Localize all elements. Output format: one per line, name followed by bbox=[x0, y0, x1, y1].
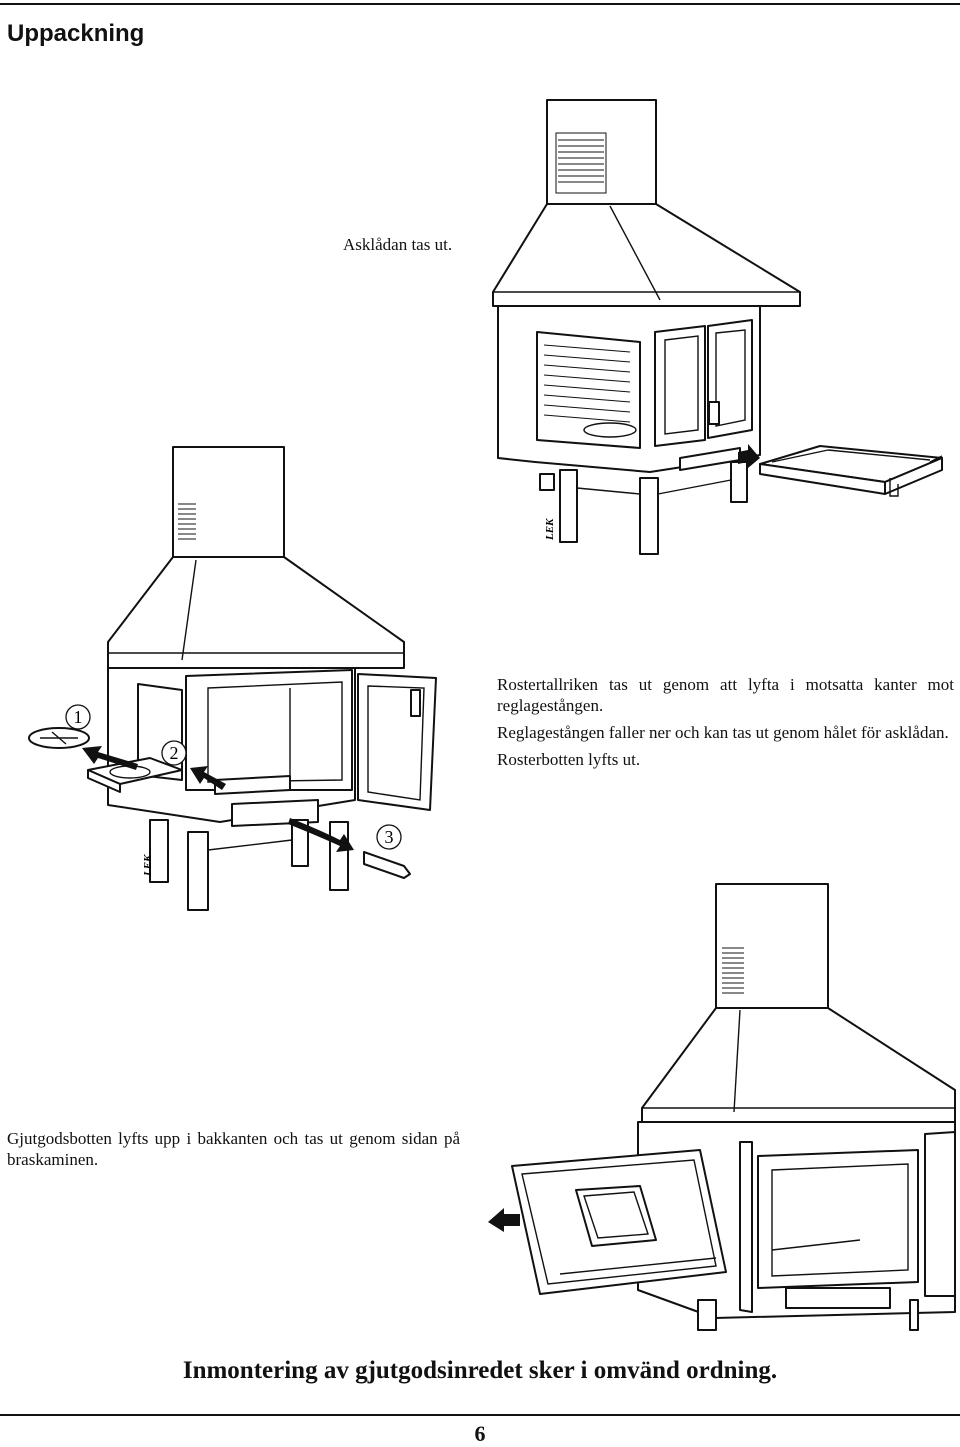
step2-paragraph-2: Reglagestången faller ner och kan tas ut genom hålet för asklådan. bbox=[497, 723, 949, 742]
leg-1b bbox=[640, 478, 658, 554]
arrow-left-icon bbox=[488, 1208, 520, 1232]
step2-paragraph-3: Rosterbotten lyfts ut. bbox=[497, 750, 641, 769]
leg-1a bbox=[560, 470, 577, 542]
ash-slot-3 bbox=[786, 1288, 890, 1308]
leg-2b bbox=[188, 832, 208, 910]
page-title: Uppackning bbox=[7, 20, 145, 47]
callout-1-label: 1 bbox=[73, 707, 83, 727]
regulation-bar bbox=[364, 852, 410, 878]
callout-3-label: 3 bbox=[384, 827, 394, 847]
firebox-window-left bbox=[537, 332, 640, 448]
brand-mark-1: LEK bbox=[544, 518, 556, 540]
step3-caption: Gjutgodsbotten lyfts upp i bakkanten och tas ut genom sidan på braskaminen. bbox=[7, 1129, 460, 1169]
reassembly-note: Inmontering av gjutgodsinredet sker i omvänd ordning. bbox=[182, 1357, 778, 1384]
illustration-cast-floor bbox=[488, 884, 955, 1330]
chimney-3 bbox=[716, 884, 828, 1008]
chimney-2 bbox=[173, 447, 284, 557]
brand-mark-2: LEK bbox=[142, 854, 154, 876]
illustration-ash-drawer bbox=[493, 100, 942, 554]
grate-slot bbox=[215, 776, 290, 794]
leg-2c bbox=[330, 822, 348, 890]
page-number: 6 bbox=[474, 1421, 486, 1446]
hood-2 bbox=[108, 557, 404, 668]
illustration-grate-removal bbox=[29, 447, 436, 910]
step2-paragraph-1: Rostertallriken tas ut genom att lyfta i motsatta kanter mot reglagestången. bbox=[497, 675, 954, 715]
callout-2-label: 2 bbox=[169, 743, 179, 763]
leg-1c bbox=[731, 462, 747, 502]
hood-1 bbox=[493, 204, 800, 306]
firebox-3 bbox=[758, 1150, 918, 1288]
bottom-rule bbox=[0, 1414, 960, 1416]
step1-caption: Asklådan tas ut. bbox=[343, 235, 453, 254]
hood-3 bbox=[642, 1008, 955, 1122]
